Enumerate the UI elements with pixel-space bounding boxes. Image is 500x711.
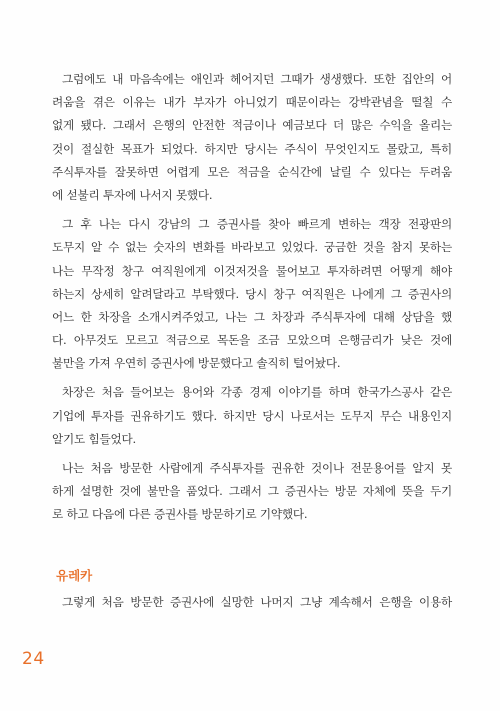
text-line: 기업에 투자를 권유하기도 했다. 하지만 당시 나로서는 도무지 무슨 내용인지: [52, 408, 452, 423]
section-body: [52, 591, 452, 614]
text-line: 하는지 상세히 알려달라고 부탁했다. 당시 창구 여직원은 나에게 그 증권사의: [52, 286, 452, 301]
text-line: 없게 됐다. 그래서 은행의 안전한 적금이나 예금보다 더 많은 수익을 올리는: [52, 118, 452, 133]
text-line: 려움을 겪은 이유는 내가 부자가 아니었기 때문이라는 강박관념을 떨칠 수: [52, 95, 452, 110]
paragraph-3: [52, 381, 452, 451]
text-line: 것이 절실한 목표가 되었다. 하지만 당시는 주식이 무엇인지도 몰랐고, 특히: [52, 141, 452, 156]
text-line: 나는 무작정 창구 여직원에게 이것저것을 물어보고 투자하려면 어떻게 해야: [52, 263, 452, 278]
text-line: 다. 아무것도 모르고 적금으로 목돈을 조금 모았으며 은행금리가 낮은 것에: [52, 333, 452, 348]
text-line: 어느 한 차장을 소개시켜주었고, 나는 그 차장과 주식투자에 대해 상담을 했: [52, 309, 452, 324]
text-line: 나는 처음 방문한 사람에게 주식투자를 권유한 것이나 전문용어를 알지 못: [62, 461, 452, 475]
paragraph-4: [52, 457, 452, 527]
text-line: 도무지 알 수 없는 숫자의 변화를 바라보고 있었다. 궁금한 것을 참지 못하는: [52, 240, 452, 255]
text-line: 그럼에도 내 마음속에는 애인과 헤어지던 그때가 생생했다. 또한 집안의 어: [62, 72, 452, 86]
page-number: 24: [22, 649, 45, 669]
text-line: 그렇게 처음 방문한 증권사에 실망한 나머지 그냥 계속해서 은행을 이용하: [62, 595, 452, 609]
text-line: 차장은 처음 들어보는 용어와 각종 경제 이야기를 하며 한국가스공사 같은: [62, 385, 452, 400]
section-heading: 유레카: [56, 568, 93, 583]
text-line: 알기도 힘들었다.: [52, 431, 136, 446]
paragraph-2: [52, 213, 452, 375]
text-line: 에 섣불리 투자에 나서지 못했다.: [52, 187, 213, 202]
text-line: 하게 설명한 것에 불만을 품었다. 그래서 그 증권사는 방문 자체에 뜻을 두기: [52, 484, 452, 499]
text-line: 로 하고 다음에 다른 증권사를 방문하기로 기약했다.: [52, 507, 308, 522]
text-line: 주식투자를 잘못하면 어렵게 모은 적금을 순식간에 날릴 수 있다는 두려움: [52, 164, 452, 179]
paragraph-1: [52, 68, 452, 207]
text-line: 불만을 가져 우연히 증권사에 방문했다고 솔직히 털어놨다.: [52, 356, 341, 371]
text-line: 그 후 나는 다시 강남의 그 증권사를 찾아 빠르게 변하는 객장 전광판의: [62, 217, 452, 232]
body-text: [52, 68, 452, 533]
